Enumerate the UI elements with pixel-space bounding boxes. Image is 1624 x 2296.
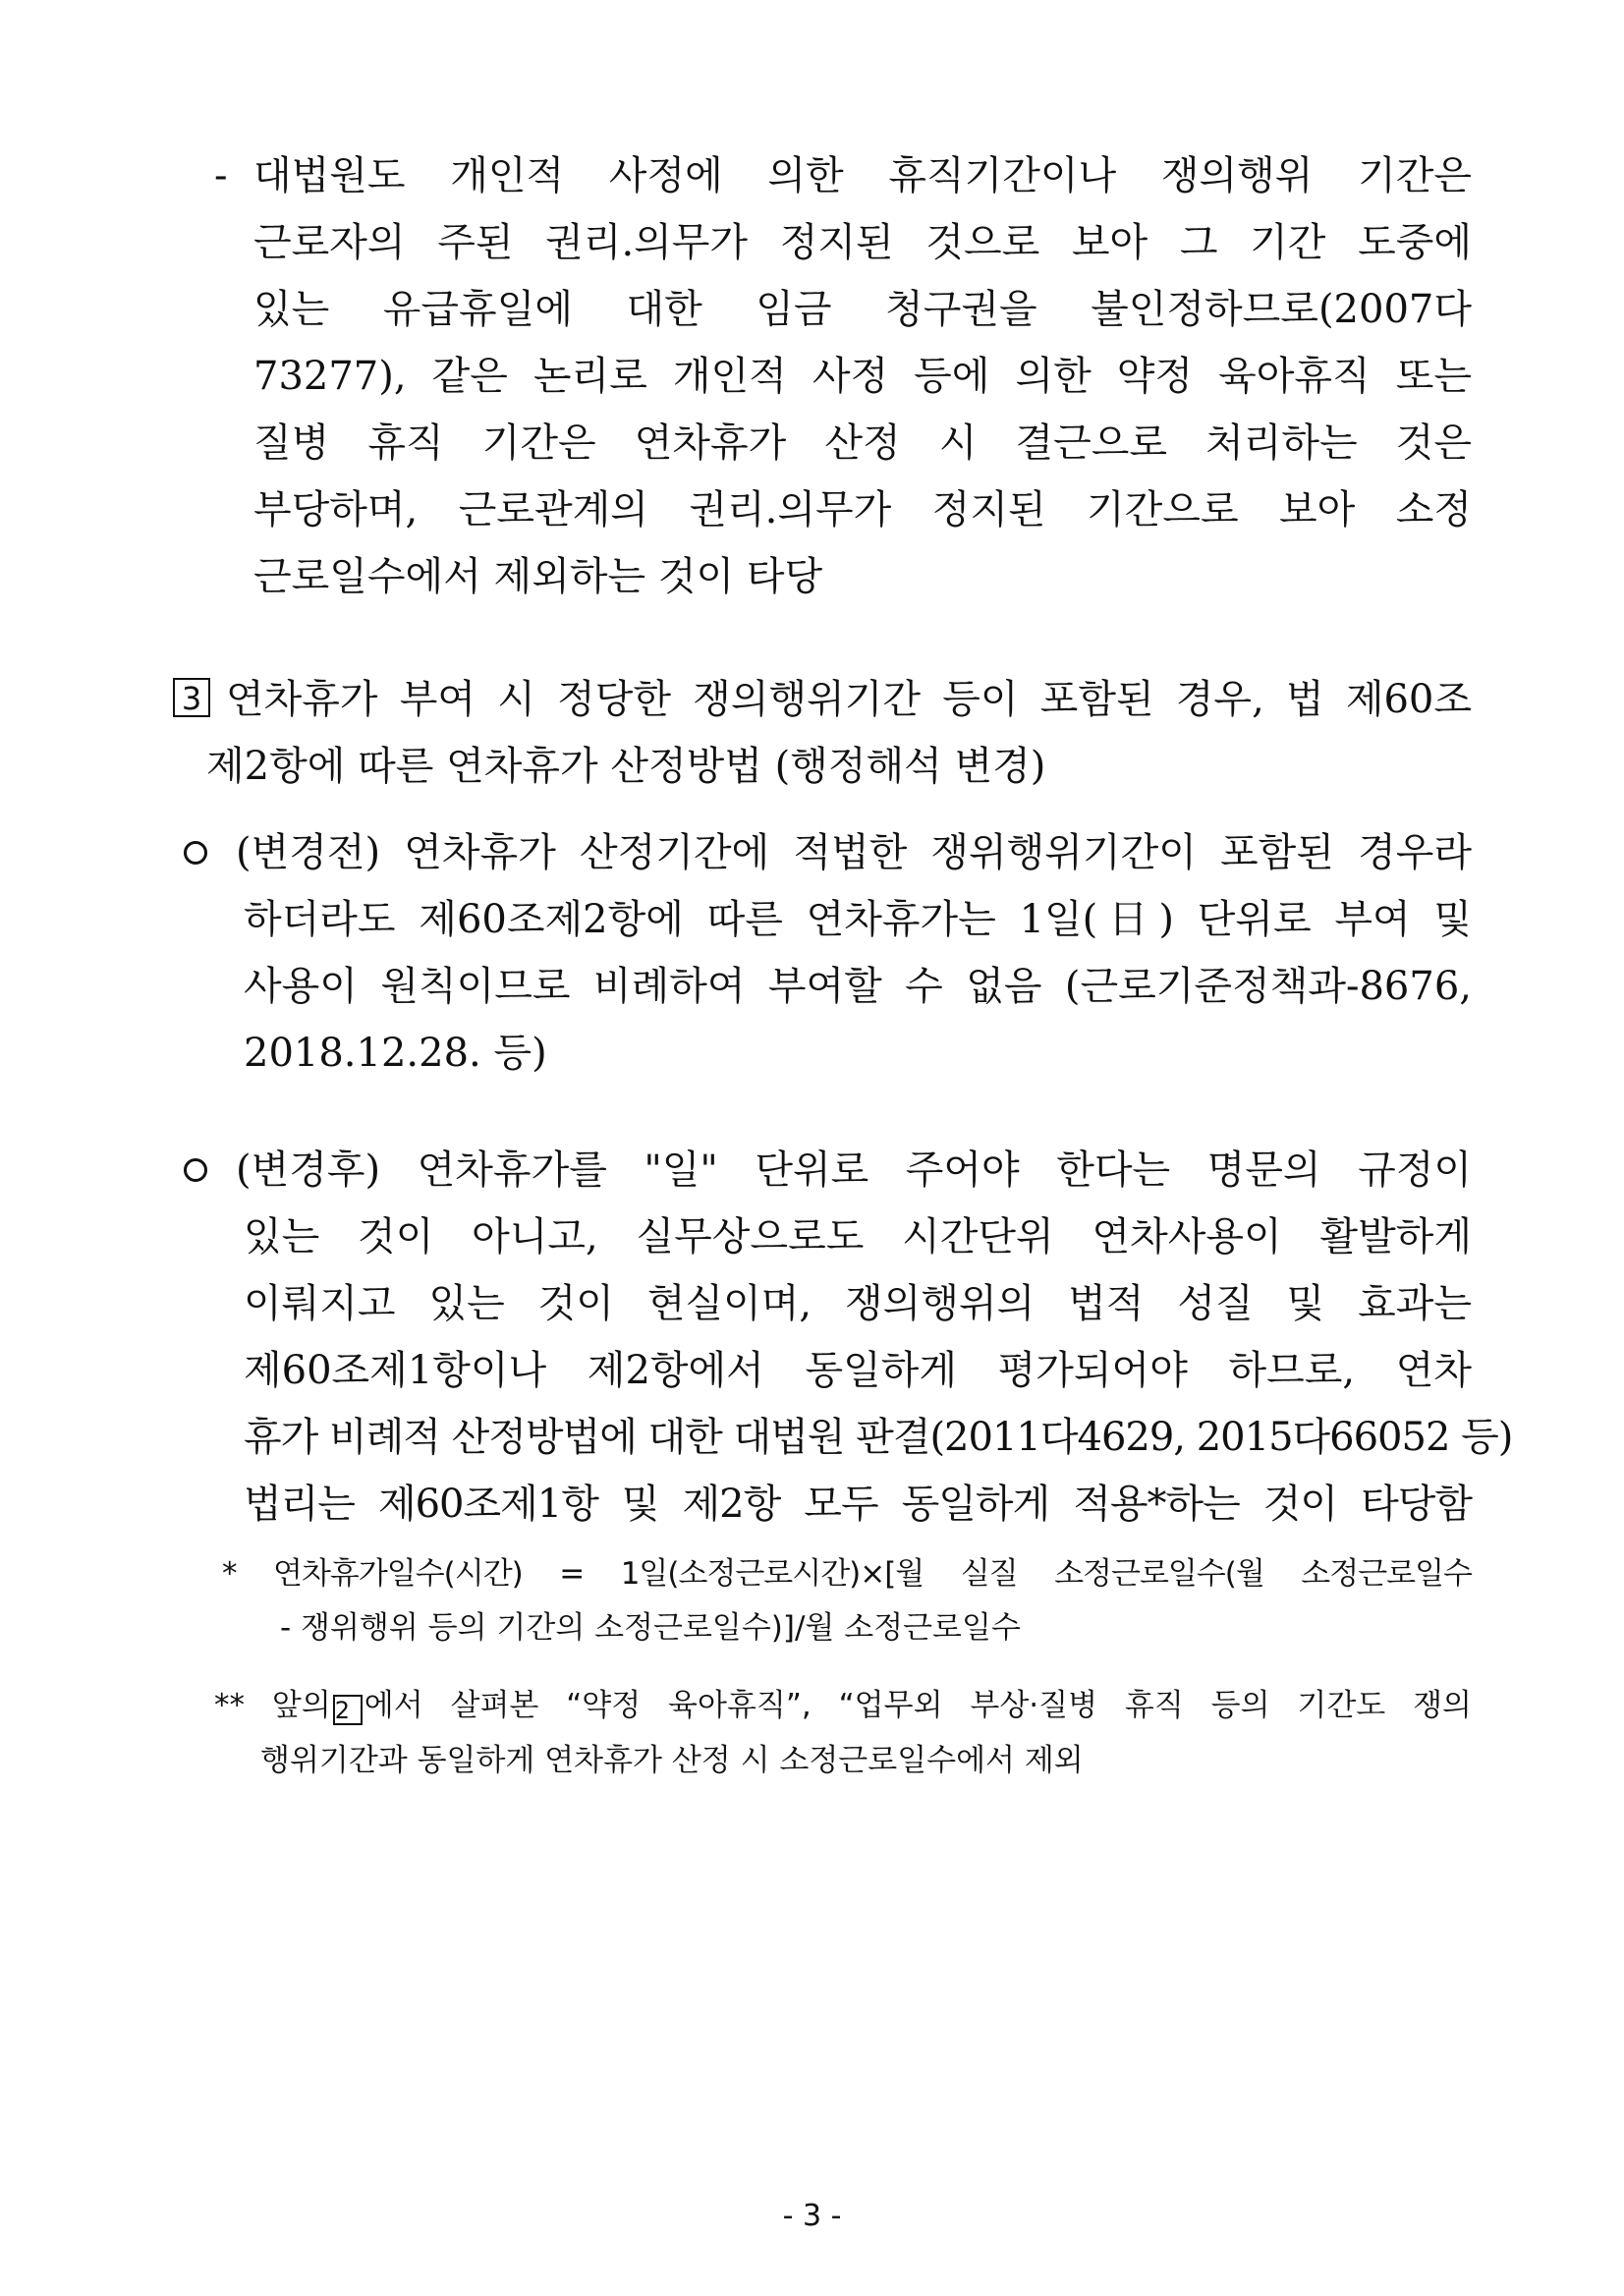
footnote-line bbox=[214, 1688, 1472, 1725]
dash-marker: - bbox=[214, 153, 228, 198]
paragraph-line: 부당하며, 근로관계의 권리.의무가 정지된 기간으로 보아 소정 bbox=[253, 487, 1472, 532]
footnote-text: 에서 살펴본 “약정 육아휴직”, “업무외 부상·질병 휴직 등의 기간도 쟁의 bbox=[364, 1688, 1472, 1723]
bullet-line: 사용이 원칙이므로 비례하여 부여할 수 없음 (근로기준정책과-8676, bbox=[244, 964, 1472, 1009]
paragraph-line: 있는 유급휴일에 대한 임금 청구권을 불인정하므로(2007다 bbox=[253, 287, 1472, 332]
bullet-line: (변경전) 연차휴가 산정기간에 적법한 쟁위행위기간이 포함된 경우라 bbox=[236, 830, 1472, 875]
reference-number-box: 2 bbox=[333, 1695, 363, 1725]
bullet-line: (변경후) 연차휴가를 "일" 단위로 주어야 한다는 명문의 규정이 bbox=[236, 1148, 1472, 1193]
bullet-line: 법리는 제60조제1항 및 제2항 모두 동일하게 적용*하는 것이 타당함 bbox=[244, 1482, 1472, 1527]
bullet-line: 있는 것이 아니고, 실무상으로도 시간단위 연차사용이 활발하게 bbox=[244, 1214, 1472, 1260]
bullet-line: 제60조제1항이나 제2항에서 동일하게 평가되어야 하므로, 연차 bbox=[244, 1348, 1472, 1393]
section-number-box: 3 bbox=[173, 678, 210, 717]
paragraph-line: 근로일수에서 제외하는 것이 타당 bbox=[253, 554, 823, 599]
footnote-marker: ** bbox=[214, 1688, 245, 1723]
bullet-line: 2018.12.28. 등) bbox=[244, 1031, 547, 1076]
footnote-prefix: 앞의 bbox=[271, 1688, 331, 1723]
footnote-line: 연차휴가일수(시간) = 1일(소정근로시간)×[월 실질 소정근로일수(월 소정근로일수 bbox=[273, 1556, 1472, 1592]
footnote-line: 행위기간과 동일하게 연차휴가 산정 시 소정근로일수에서 제외 bbox=[260, 1743, 1084, 1778]
footnote-marker: * bbox=[222, 1556, 238, 1592]
paragraph-line: 73277), 같은 논리로 개인적 사정 등에 의한 약정 육아휴직 또는 bbox=[253, 354, 1472, 399]
page-number: - 3 - bbox=[782, 2199, 842, 2233]
paragraph-line: 질병 휴직 기간은 연차휴가 산정 시 결근으로 처리하는 것은 bbox=[253, 420, 1472, 466]
section-heading-line: 제2항에 따른 연차휴가 산정방법 (행정해석 변경) bbox=[206, 744, 1046, 789]
bullet-circle-icon bbox=[184, 841, 207, 865]
section-heading-line: 연차휴가 부여 시 정당한 쟁의행위기간 등이 포함된 경우, 법 제60조 bbox=[226, 677, 1472, 722]
bullet-line: 하더라도 제60조제2항에 따른 연차휴가는 1일(日) 단위로 부여 및 bbox=[244, 897, 1472, 942]
bullet-circle-icon bbox=[184, 1158, 207, 1182]
bullet-line: 이뤄지고 있는 것이 현실이며, 쟁의행위의 법적 성질 및 효과는 bbox=[244, 1281, 1472, 1326]
paragraph-line: 대법원도 개인적 사정에 의한 휴직기간이나 쟁의행위 기간은 bbox=[253, 153, 1472, 198]
paragraph-line: 근로자의 주된 권리.의무가 정지된 것으로 보아 그 기간 도중에 bbox=[253, 220, 1472, 265]
footnote-line: - 쟁위행위 등의 기간의 소정근로일수)]/월 소정근로일수 bbox=[280, 1610, 1021, 1646]
bullet-line: 휴가 비례적 산정방법에 대한 대법원 판결(2011다4629, 2015다66052 등) bbox=[244, 1415, 1513, 1460]
